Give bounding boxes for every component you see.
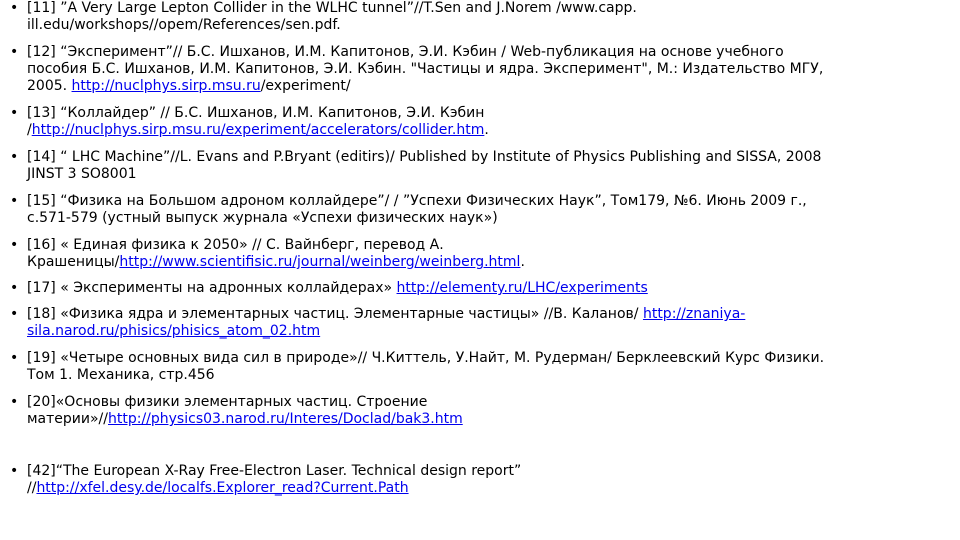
reference-tail: . — [484, 122, 489, 138]
reference-body: [15] “Физика на Большом адроном коллайдере”/ / ”Успехи Физических Наук”, Том179, №6. Июнь 2009 г., с.571-579 (устный выпуск журнала «Успехи физических наук») — [27, 193, 807, 226]
bullet-icon: • — [10, 193, 19, 209]
reference-item-19 — [10, 350, 945, 384]
bullet-icon: • — [10, 463, 19, 479]
reference-link[interactable]: http://elementy.ru/LHC/experiments — [396, 280, 648, 296]
bullet-icon: • — [10, 0, 19, 16]
reference-text — [27, 350, 945, 384]
reference-item-13 — [10, 105, 945, 139]
reference-text — [27, 280, 945, 297]
bullet-icon: • — [10, 280, 19, 296]
reference-link[interactable]: http://xfel.desy.de/localfs.Explorer_read?Current.Path — [36, 480, 409, 496]
reference-body: [19] «Четыре основных вида сил в природе»// Ч.Киттель, У.Найт, М. Рудерман/ Берклеевский Курс Физики. Том 1. Механика, стр.456 — [27, 350, 825, 383]
reference-tail: . — [520, 254, 525, 270]
reference-body: [13] “Коллайдер” // Б.С. Ишханов, И.М. Капитонов, Э.И. Кэбин / — [27, 105, 485, 138]
reference-body: [12] “Эксперимент”// Б.С. Ишханов, И.М. Капитонов, Э.И. Кэбин / Web-публикация на основе учебного пособия Б.С. Ишханов, И.М. Капитонов, Э.И. Кэбин. "Частицы и ядра. Эксперимент", М.: Издательство МГУ, 2005. — [27, 44, 824, 94]
reference-item-20 — [10, 394, 945, 428]
reference-item-16 — [10, 237, 945, 271]
reference-text — [27, 306, 945, 340]
reference-body: [16] « Единая физика к 2050» // С. Вайнберг, перевод А. Крашеницы/ — [27, 237, 444, 270]
reference-item-15 — [10, 193, 945, 227]
reference-body: [42]“The European X-Ray Free-Electron Laser. Technical design report” // — [27, 463, 522, 496]
reference-body: [17] « Эксперименты на адронных коллайдерах» — [27, 280, 397, 296]
reference-text — [27, 237, 945, 271]
reference-body: [18] «Физика ядра и элементарных частиц. Элементарные частицы» //В. Каланов/ — [27, 306, 643, 322]
reference-link[interactable]: http://nuclphys.sirp.msu.ru/experiment/accelerators/collider.htm — [31, 122, 485, 138]
reference-text — [27, 193, 945, 227]
bullet-icon: • — [10, 394, 19, 410]
reference-tail: /experiment/ — [260, 78, 351, 94]
reference-item-14 — [10, 149, 945, 183]
reference-link[interactable]: http://physics03.narod.ru/Interes/Doclad/bak3.htm — [108, 411, 463, 427]
bullet-icon: • — [10, 44, 19, 60]
reference-item-42 — [10, 463, 945, 497]
reference-item-17 — [10, 280, 945, 297]
bullet-icon: • — [10, 149, 19, 165]
reference-item-11 — [10, 0, 945, 34]
reference-body: [20]«Основы физики элементарных частиц. Строение материи»// — [27, 394, 428, 427]
reference-text — [27, 0, 945, 34]
bullet-icon: • — [10, 306, 19, 322]
reference-link[interactable]: http://www.scientifisic.ru/journal/weinberg/weinberg.html — [119, 254, 521, 270]
bullet-icon: • — [10, 237, 19, 253]
reference-body: [11] ”A Very Large Lepton Collider in the WLHC tunnel”//T.Sen and J.Norem /www.capp. ill.edu/workshops//opem/References/sen.pdf. — [27, 0, 637, 33]
reference-text — [27, 105, 945, 139]
reference-text — [27, 463, 945, 497]
reference-link[interactable]: http://znaniya- sila.narod.ru/phisics/phisics_atom_02.htm — [27, 306, 746, 339]
bullet-icon: • — [10, 350, 19, 366]
reference-item-18 — [10, 306, 945, 340]
reference-link[interactable]: http://nuclphys.sirp.msu.ru — [71, 78, 261, 94]
reference-text — [27, 44, 945, 95]
reference-text — [27, 149, 945, 183]
reference-item-12 — [10, 44, 945, 95]
bullet-icon: • — [10, 105, 19, 121]
reference-body: [14] “ LHC Machine”//L. Evans and P.Bryant (editirs)/ Published by Institute of Physics Publishing and SISSA, 2008 JINST 3 SO8001 — [27, 149, 822, 182]
reference-text — [27, 394, 945, 428]
